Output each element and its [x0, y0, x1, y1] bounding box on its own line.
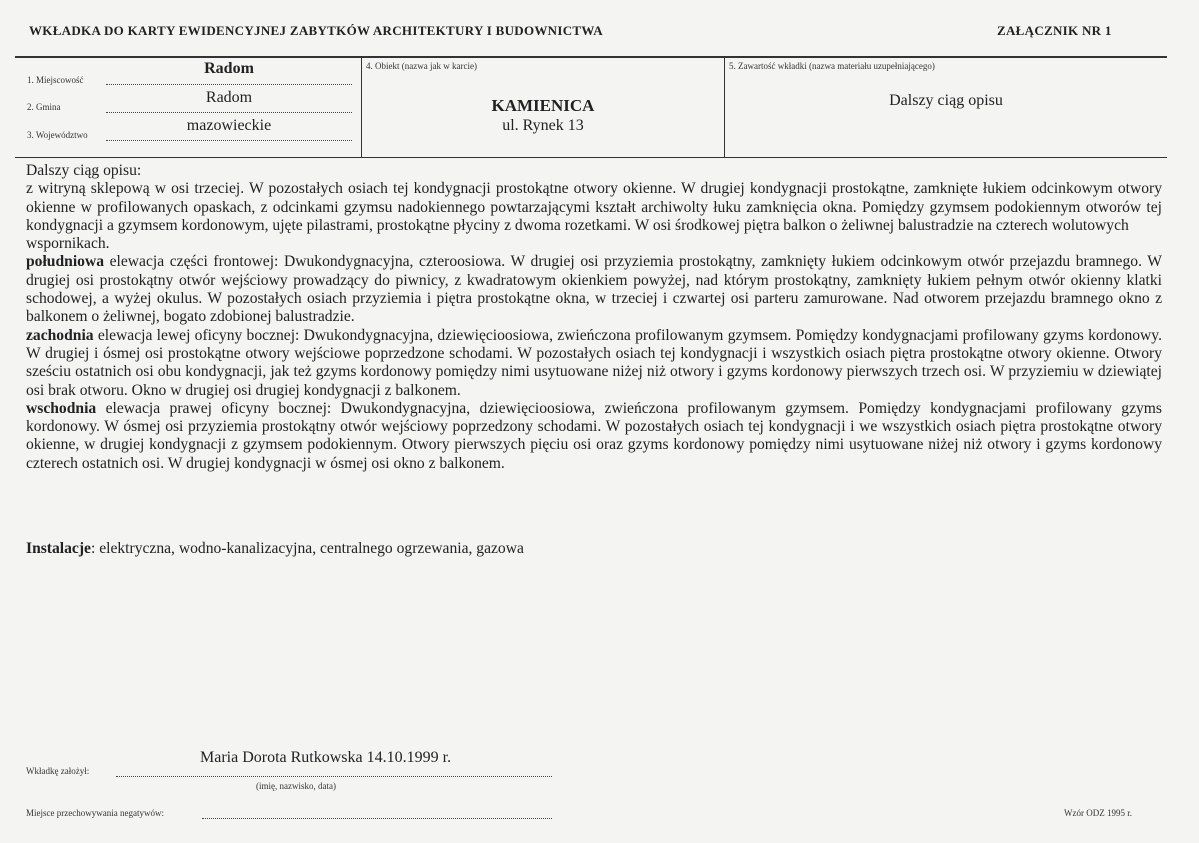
- province-value: mazowieckie: [186, 117, 272, 134]
- form-title: WKŁADKA DO KARTY EWIDENCYJNEJ ZABYTKÓW ARCHITEKTURY I BUDOWNICTWA: [29, 23, 603, 38]
- province-line: [106, 140, 352, 141]
- commune-value: Radom: [205, 89, 253, 106]
- south-elevation-label: południowa: [26, 253, 105, 271]
- description-paragraph-1-end: wspornikach.: [26, 235, 110, 253]
- town-label: 1. Miejscowość: [27, 75, 84, 85]
- description-body: [26, 162, 1162, 473]
- installations-label: Instalacje: [26, 540, 91, 557]
- description-paragraph-1: z witryną sklepową w osi trzeciej. W pozostałych osiach tej kondygnacji prostokątne otwory okienne. W drugiej kondygnacji prostokątne, zamknięte łukiem odcinkowym otwory okienne w profilowanych opaskach, z odcinkami gzymsu nadokiennego powtarzającymi kształt archiwolty łuku zamknięcia okna. Pomiędzy gzymsem podokiennym otworów tej kondygnacji a gzymsem kordonowym, ujęte pilastrami, prostokątne płyciny z dwoma rozetkami. W osi środkowej piętra balkon o żeliwnej balustradzie na czterech wolutowych: [26, 180, 1162, 234]
- town-line: [106, 84, 352, 85]
- object-name: KAMIENICA: [491, 96, 595, 115]
- contents-value: Dalszy ciąg opisu: [889, 92, 1003, 109]
- storage-label: Miejsce przechowywania negatywów:: [26, 808, 164, 818]
- south-elevation-text: elewacja części frontowej: Dwukondygnacyjna, czteroosiowa. W drugiej osi przyziemia prostokątny, zamknięty łukiem odcinkowym otwór przejazdu bramnego. W drugiej osi prostokątny otwór wejściowy prowadzący do piwnicy, z kwadratowym okienkiem powyżej, nad którym prostokątny, zamknięty łukiem pełnym otwór okienny klatki schodowej, a wyżej okulus. W pozostałych osiach przyziemia i piętra prostokątne okna, w trzeciej i czwartej osi parteru zamurowane. Nad otworem przejazdu bramnego okno z balkonem o żeliwnej, bogato zdobionej balustradzie.: [26, 253, 1162, 326]
- object-label: 4. Obiekt (nazwa jak w karcie): [366, 61, 477, 71]
- east-elevation-text: elewacja prawej oficyny bocznej: Dwukondygnacyjna, dziewięcioosiowa, zwieńczona profilowanym gzymsem. Pomiędzy kondygnacjami profilowany gzyms kordonowy. W ósmej osi przyziemia prostokątny otwór wejściowy poprzedzony schodami. W pozostałych osiach tej kondygnacji i we wszystkich osiach piętra prostokątne otwory okienne, w drugiej kondygnacji z gzymsem podokiennym. Otwory pierwszych pięciu osi oraz gzyms kordonowy pomiędzy nimi usytuowane niżej niż otwory i gzyms kordonowy czterech ostatnich osi. W drugiej kondygnacji w ósmej osi okno z balkonem.: [26, 399, 1162, 472]
- author-value: Maria Dorota Rutkowska 14.10.1999 r.: [200, 749, 452, 766]
- east-elevation-label: wschodnia: [26, 399, 97, 417]
- description-heading: Dalszy ciąg opisu:: [26, 162, 142, 179]
- west-elevation-text: elewacja lewej oficyny bocznej: Dwukondygnacyjna, dziewięcioosiowa, zwieńczona profilowanym gzymsem. Pomiędzy kondygnacjami profilowany gzyms kordonowy. W drugiej i ósmej osi prostokątne otwory wejściowe poprzedzone schodami. W pozostałych osiach tej kondygnacji i wszystkich osiach piętra prostokątne otwory okienne. Otwory sześciu ostatnich osi obu kondygnacji, jak też gzyms kordonowy pomiędzy nimi usytuowane niżej niż otwory i gzyms kordonowy pierwszych trzech osi. W przyziemiu w dziewiątej osi brak otworu. Okno w drugiej osi drugiej kondygnacji z balkonem.: [26, 326, 1162, 399]
- town-value: Radom: [204, 60, 254, 77]
- annex-number: ZAŁĄCZNIK NR 1: [997, 23, 1112, 38]
- author-label: Wkładkę założył:: [26, 766, 90, 776]
- object-address: ul. Rynek 13: [502, 117, 584, 134]
- west-elevation-label: zachodnia: [26, 326, 94, 344]
- province-label: 3. Województwo: [27, 130, 88, 140]
- header-rule-bottom: [15, 157, 1167, 158]
- commune-label: 2. Gmina: [27, 102, 61, 112]
- contents-label: 5. Zawartość wkładki (nazwa materiału uzupełniającego): [729, 61, 935, 71]
- west-elevation: [26, 327, 1162, 400]
- form-model: Wzór ODZ 1995 r.: [1064, 808, 1132, 818]
- commune-line: [106, 112, 352, 113]
- author-hint: (imię, nazwisko, data): [256, 781, 336, 791]
- author-line: [116, 776, 552, 777]
- east-elevation: [26, 400, 1162, 473]
- installations-text: : elektryczna, wodno-kanalizacyjna, centralnego ogrzewania, gazowa: [90, 540, 524, 557]
- header-rule-top: [15, 56, 1167, 58]
- installations: [26, 540, 524, 558]
- south-elevation: [26, 253, 1162, 326]
- storage-line: [202, 818, 552, 819]
